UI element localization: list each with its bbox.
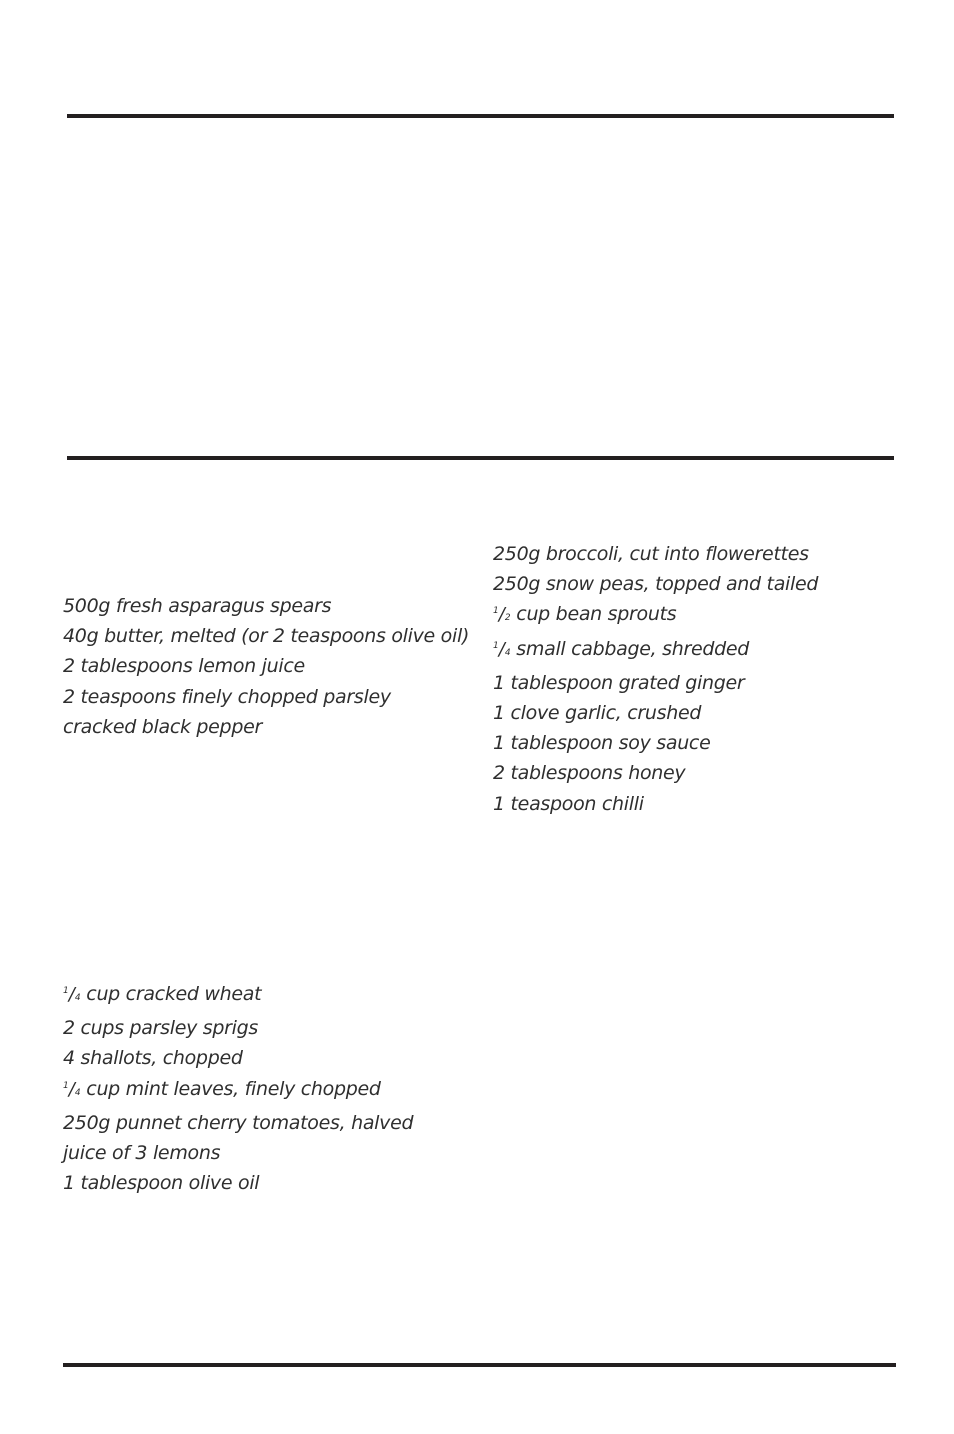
- fraction: [63, 1078, 81, 1100]
- ingredient-item: [493, 599, 913, 633]
- ingredient-item: 2 tablespoons honey: [493, 762, 686, 785]
- fraction-denominator: 4: [74, 993, 81, 1003]
- ingredient-item: 2 tablespoons lemon juice: [63, 655, 305, 678]
- fraction-numerator: 1: [493, 640, 499, 651]
- fraction-denominator: 2: [504, 613, 511, 624]
- ingredient-item: 4 shallots, chopped: [63, 1047, 243, 1070]
- ingredient-item: cracked black pepper: [63, 715, 262, 738]
- ingredient-text: cup mint leaves, finely chopped: [86, 1077, 381, 1100]
- ingredient-item: 1 clove garlic, crushed: [493, 702, 702, 725]
- ingredient-text: small cabbage, shredded: [516, 637, 750, 660]
- fraction: [493, 638, 511, 660]
- stir-fry-ingredient-list: [493, 539, 913, 819]
- fraction-slash: /: [68, 984, 75, 1005]
- fraction-denominator: 4: [504, 647, 511, 658]
- ingredient-item: 1 tablespoon olive oil: [63, 1172, 260, 1195]
- ingredient-item: [493, 634, 913, 668]
- ingredient-item: 2 cups parsley sprigs: [63, 1017, 258, 1040]
- ingredient-item: juice of 3 lemons: [63, 1142, 221, 1165]
- top-divider: [67, 114, 894, 118]
- fraction-slash: /: [68, 1078, 75, 1100]
- fraction-numerator: 1: [63, 986, 69, 996]
- bottom-divider: [63, 1363, 896, 1367]
- ingredient-item: 1 tablespoon grated ginger: [493, 671, 745, 694]
- ingredient-item: 40g butter, melted (or 2 teaspoons olive oil): [63, 625, 470, 648]
- fraction-numerator: 1: [63, 1080, 69, 1091]
- fraction-slash: /: [498, 604, 505, 626]
- ingredient-item: 250g punnet cherry tomatoes, halved: [63, 1111, 414, 1134]
- ingredient-item: 250g snow peas, topped and tailed: [493, 573, 819, 596]
- asparagus-ingredient-list: [63, 591, 470, 742]
- middle-divider: [67, 456, 894, 460]
- ingredient-item: 250g broccoli, cut into flowerettes: [493, 543, 809, 565]
- fraction: [63, 984, 81, 1005]
- ingredient-text: cup cracked wheat: [86, 983, 262, 1005]
- fraction: [493, 604, 511, 626]
- ingredient-item: 1 tablespoon soy sauce: [493, 732, 711, 755]
- fraction-denominator: 4: [74, 1087, 81, 1098]
- ingredient-item: 1 teaspoon chilli: [493, 792, 644, 815]
- ingredient-item: 2 teaspoons finely chopped parsley: [63, 685, 391, 708]
- ingredient-item: [63, 1074, 463, 1108]
- fraction-numerator: 1: [493, 606, 499, 617]
- ingredient-item: [63, 979, 463, 1013]
- ingredient-item: 500g fresh asparagus spears: [63, 595, 332, 617]
- ingredient-text: cup bean sprouts: [516, 603, 677, 626]
- tabouli-ingredient-list: [63, 979, 463, 1198]
- fraction-slash: /: [498, 638, 505, 660]
